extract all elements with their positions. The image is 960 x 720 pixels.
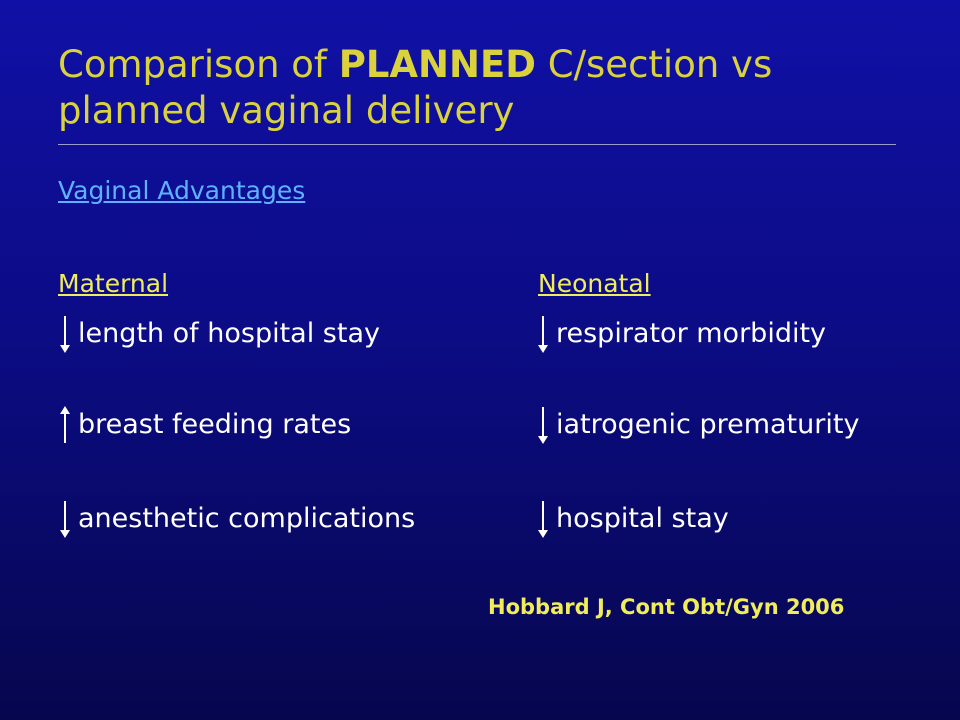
maternal-heading: Maternal xyxy=(58,269,169,298)
maternal-item xyxy=(58,499,415,539)
citation: Hobbard J, Cont Obt/Gyn 2006 xyxy=(488,595,845,619)
neonatal-item xyxy=(536,314,826,354)
maternal-item xyxy=(58,314,380,354)
arrow-down-icon xyxy=(58,314,72,354)
neonatal-heading: Neonatal xyxy=(538,269,651,298)
title-part-2: C/section vs planned vaginal delivery xyxy=(58,43,773,132)
arrow-up-icon xyxy=(58,405,72,445)
arrow-down-icon xyxy=(58,499,72,539)
slide-title xyxy=(58,42,918,134)
maternal-item xyxy=(58,405,351,445)
vaginal-advantages-link[interactable]: Vaginal Advantages xyxy=(58,176,306,205)
title-divider xyxy=(58,144,896,145)
maternal-item-text: breast feeding rates xyxy=(78,409,352,440)
arrow-down-icon xyxy=(536,314,550,354)
neonatal-item-text: iatrogenic prematurity xyxy=(556,409,860,440)
arrow-down-icon xyxy=(536,405,550,445)
neonatal-item xyxy=(536,499,729,539)
neonatal-item-text: hospital stay xyxy=(556,503,729,534)
title-part-1: Comparison of xyxy=(58,43,339,86)
neonatal-item-text: respirator morbidity xyxy=(556,318,827,349)
neonatal-item xyxy=(536,405,859,445)
maternal-item-text: length of hospital stay xyxy=(78,318,380,349)
maternal-item-text: anesthetic complications xyxy=(78,503,416,534)
arrow-down-icon xyxy=(536,499,550,539)
title-emphasis: PLANNED xyxy=(338,43,536,86)
